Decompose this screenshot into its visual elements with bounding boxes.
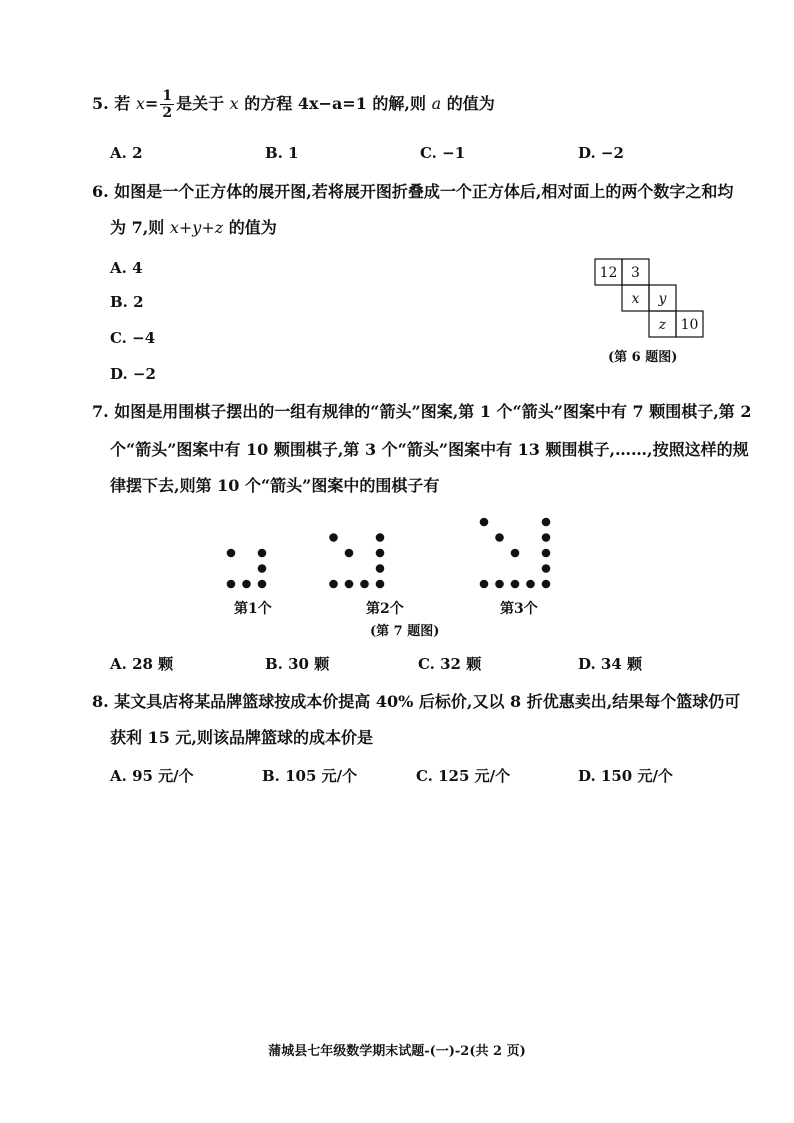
q5-stem (92, 88, 495, 121)
q6-option-b[interactable]: B. 2 (110, 293, 144, 311)
q8-option-c[interactable]: C. 125 元/个 (416, 767, 511, 785)
q6-option-d[interactable]: D. −2 (110, 365, 156, 383)
go-stone-p1-1 (258, 580, 267, 589)
go-stone-p3-3 (511, 580, 520, 589)
q8-number: 8. (92, 692, 109, 711)
go-stone-p2-8 (345, 549, 354, 558)
q7-figure-caption: (第 7 题图) (370, 624, 440, 639)
net-label-4: y (658, 291, 667, 307)
q6-figure-caption: (第 6 题图) (608, 350, 678, 365)
go-stone-p1-6 (227, 549, 236, 558)
q5-option-c[interactable]: C. −1 (420, 144, 466, 162)
q8-line1: 某文具店将某品牌篮球按成本价提高 40% 后标价,又以 8 折优惠卖出,结果每个篮球仍可 (114, 692, 741, 711)
q5-option-d[interactable]: D. −2 (578, 144, 624, 162)
q5-fraction (160, 88, 174, 121)
q7-option-a[interactable]: A. 28 颗 (110, 655, 174, 673)
go-stone-p2-9 (329, 533, 338, 542)
q5-mid3: 的解,则 (372, 94, 426, 113)
q7-stem-line2: 个“箭头”图案中有 10 颗围棋子,第 3 个“箭头”图案中有 13 颗围棋子,……,按照这样的规 (110, 440, 749, 459)
go-stone-p3-6 (542, 564, 551, 573)
q5-end: 的值为 (446, 94, 495, 113)
q7-option-c[interactable]: C. 32 颗 (418, 655, 482, 673)
go-stone-p3-1 (542, 580, 551, 589)
go-stone-p3-8 (542, 533, 551, 542)
go-stone-p2-2 (360, 580, 369, 589)
net-label-2: 3 (631, 265, 640, 281)
go-stone-p3-7 (542, 549, 551, 558)
go-stone-p2-7 (376, 533, 385, 542)
q5-frac-num: 1 (162, 88, 173, 104)
q5-var2: a (431, 94, 442, 113)
go-stone-p3-11 (495, 533, 504, 542)
net-label-3: x (631, 291, 640, 307)
q8-option-b[interactable]: B. 105 元/个 (262, 767, 358, 785)
q6-option-a[interactable]: A. 4 (110, 259, 143, 277)
q7-option-d[interactable]: D. 34 颗 (578, 655, 643, 673)
q6-stem-line2 (110, 218, 277, 238)
q8-stem-line2: 获利 15 元,则该品牌篮球的成本价是 (110, 728, 373, 747)
q8-option-a[interactable]: A. 95 元/个 (110, 767, 194, 785)
q7-number: 7. (92, 402, 109, 421)
go-stone-p3-4 (495, 580, 504, 589)
q6-stem-line1 (92, 182, 733, 202)
go-stone-p2-3 (345, 580, 354, 589)
go-stone-p3-9 (542, 518, 551, 527)
net-label-1: 12 (599, 265, 618, 281)
q5-option-b[interactable]: B. 1 (265, 144, 299, 162)
go-stone-p1-5 (258, 549, 267, 558)
net-label-6: 10 (680, 317, 699, 333)
q7-pattern-label-1: 第1个 (234, 601, 272, 617)
q5-frac-den: 2 (162, 105, 173, 121)
q6-cube-net (594, 258, 706, 340)
q6-option-c[interactable]: C. −4 (110, 329, 156, 347)
go-stone-p2-5 (376, 564, 385, 573)
go-stone-p1-2 (242, 580, 251, 589)
go-stone-p2-4 (329, 580, 338, 589)
q6-line2-expr: x+y+z (169, 218, 224, 237)
q7-arrow-patterns (200, 506, 580, 596)
q5-option-a[interactable]: A. 2 (110, 144, 143, 162)
go-stone-p1-4 (258, 564, 267, 573)
page-footer: 蒲城县七年级数学期末试题-(一)-2(共 2 页) (268, 1044, 526, 1059)
q5-pre: 若 (114, 94, 131, 113)
go-stone-p3-10 (511, 549, 520, 558)
go-stone-p3-2 (526, 580, 535, 589)
q5-var: x (229, 94, 239, 113)
q6-line2-pre: 为 7,则 (110, 218, 165, 237)
q6-number: 6. (92, 182, 109, 201)
go-stone-p3-12 (480, 518, 489, 527)
q7-stem-line3: 律摆下去,则第 10 个“箭头”图案中的围棋子有 (110, 476, 440, 495)
q7-pattern-label-2: 第2个 (366, 601, 404, 617)
go-stone-p2-6 (376, 549, 385, 558)
go-stone-p2-1 (376, 580, 385, 589)
q7-option-b[interactable]: B. 30 颗 (265, 655, 330, 673)
q5-eq-sign: = (144, 94, 159, 113)
q7-stem-line1 (92, 402, 752, 422)
net-label-5: z (658, 317, 667, 333)
q5-mid2: 的方程 (244, 94, 293, 113)
q6-line2-post: 的值为 (228, 218, 277, 237)
q5-eq-lhs: x (135, 94, 145, 113)
q8-option-d[interactable]: D. 150 元/个 (578, 767, 673, 785)
q8-stem-line1 (92, 692, 740, 712)
q5-equation: 4x−a=1 (297, 94, 367, 113)
go-stone-p3-5 (480, 580, 489, 589)
go-stone-p1-3 (227, 580, 236, 589)
q7-pattern-label-3: 第3个 (500, 601, 538, 617)
q7-line1: 如图是用围棋子摆出的一组有规律的“箭头”图案,第 1 个“箭头”图案中有 7 颗围棋子,第 2 (114, 402, 752, 421)
q6-line1: 如图是一个正方体的展开图,若将展开图折叠成一个正方体后,相对面上的两个数字之和均 (114, 182, 734, 201)
q5-mid: 是关于 (176, 94, 225, 113)
q5-number: 5. (92, 94, 109, 113)
